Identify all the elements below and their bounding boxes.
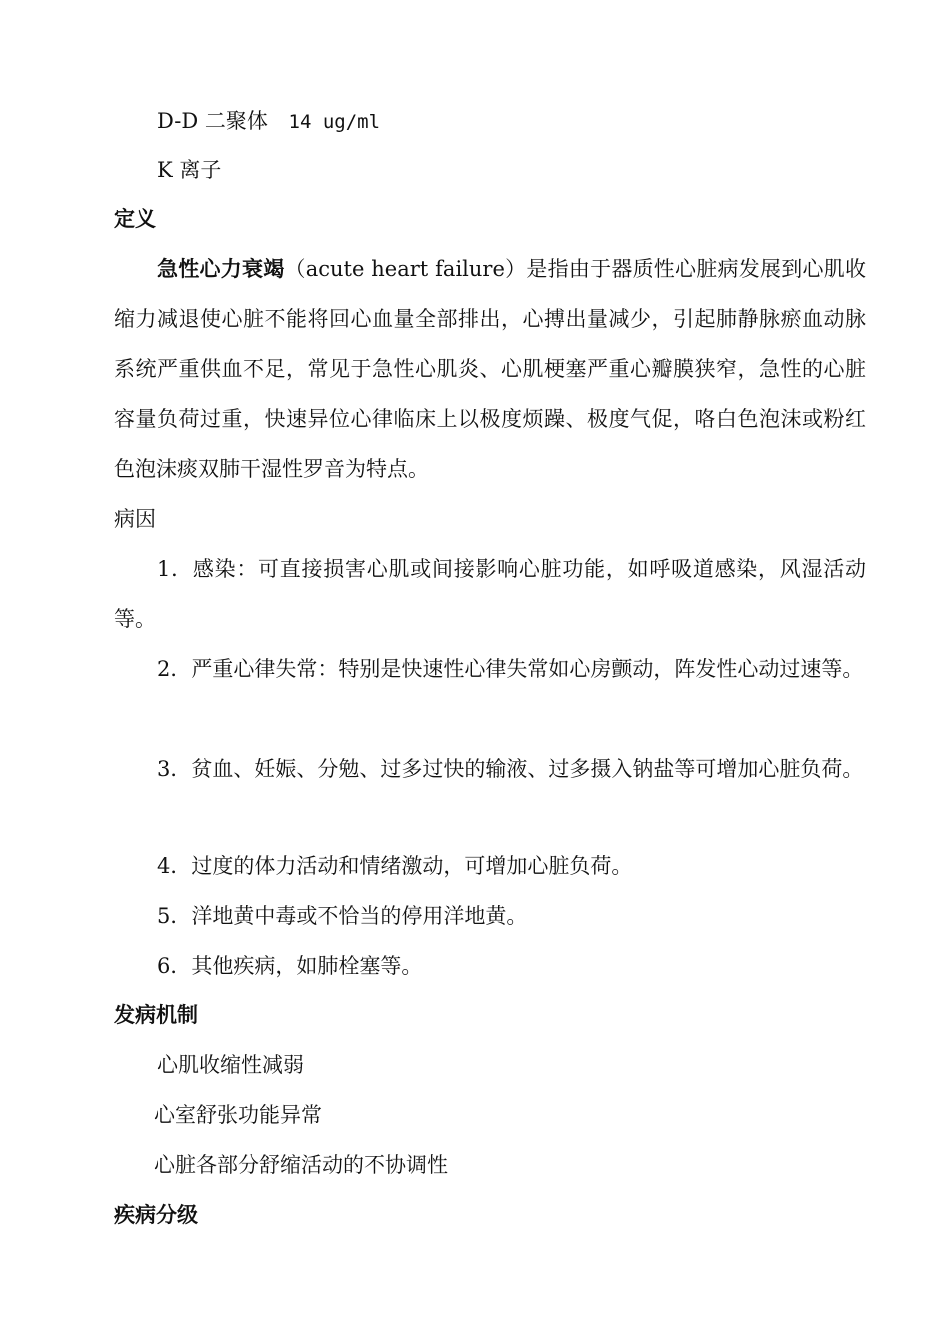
mechanism-item-3: 心脏各部分舒缩活动的不协调性	[154, 1153, 448, 1177]
definition-term-english: （acute heart failure）	[284, 257, 527, 281]
etiology-heading: 病因	[114, 507, 156, 531]
definition-body: 是指由于器质性心脏病发展到心肌收缩力减退使心脏不能将回心血量全部排出，心搏出量减少，引起肺静脉瘀血动脉系统严重供血不足，常见于急性心肌炎、心肌梗塞严重心瓣膜狭窄，急性的心脏容量负荷过重，快速异位心律临床上以极度烦躁、极度气促，咯白色泡沫或粉红色泡沫痰双肺干湿性罗音为特点。	[114, 257, 866, 481]
definition-paragraph	[114, 244, 866, 494]
d-dimer-line	[157, 106, 380, 137]
mechanism-item-1: 心肌收缩性减弱	[157, 1053, 304, 1077]
etiology-item-3: 3．贫血、妊娠、分勉、过多过快的输液、过多摄入钠盐等可增加心脏负荷。	[157, 757, 864, 781]
definition-term: 急性心力衰竭	[157, 256, 285, 281]
etiology-item-5: 5．洋地黄中毒或不恰当的停用洋地黄。	[157, 904, 528, 928]
d-dimer-label: D-D 二聚体	[157, 109, 268, 133]
grading-heading: 疾病分级	[114, 1202, 198, 1227]
etiology-item-1: 1．感染：可直接损害心肌或间接影响心脏功能，如呼吸道感染，风湿活动等。	[114, 557, 866, 631]
etiology-item-4: 4．过度的体力活动和情绪激动，可增加心脏负荷。	[157, 854, 633, 878]
mechanism-item-2: 心室舒张功能异常	[154, 1103, 322, 1127]
d-dimer-value: 14 ug/ml	[288, 111, 381, 133]
potassium-line: K 离子	[157, 158, 222, 182]
etiology-item-2: 2．严重心律失常：特别是快速性心律失常如心房颤动，阵发性心动过速等。	[157, 657, 864, 681]
mechanism-heading: 发病机制	[114, 1002, 198, 1027]
definition-heading: 定义	[114, 206, 156, 231]
etiology-item-6: 6．其他疾病，如肺栓塞等。	[157, 954, 423, 978]
